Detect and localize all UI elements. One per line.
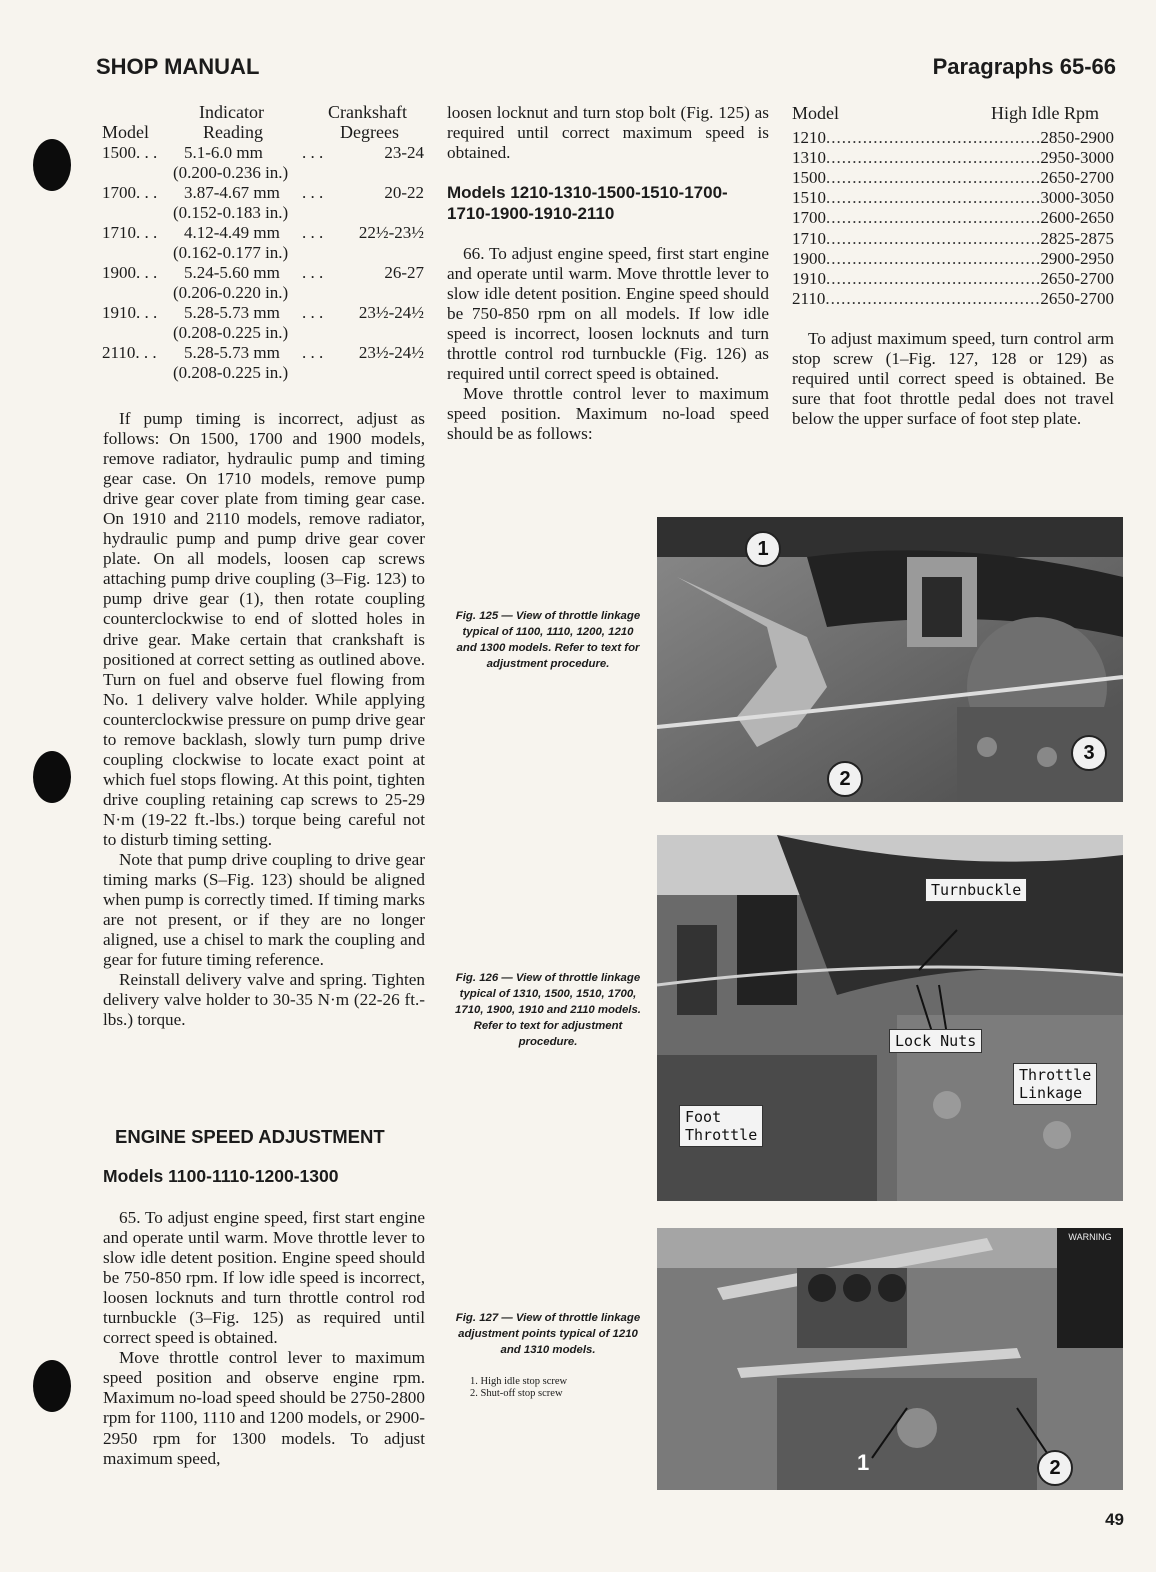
col-header-rpm: High Idle Rpm — [991, 103, 1099, 123]
subsection-heading: Models 1100-1110-1200-1300 — [103, 1166, 339, 1186]
legend-item: 1. High idle stop screw — [470, 1376, 568, 1387]
idle-model: 1710 — [792, 228, 826, 248]
idle-row — [792, 188, 1114, 208]
row-dots: . . . — [302, 143, 324, 162]
row-degrees: 23½-24½ — [358, 343, 424, 362]
idle-rpm: 2850-2900 — [1040, 128, 1114, 147]
label-line: Linkage — [1019, 1084, 1083, 1102]
row-model: 1900. . . — [102, 263, 158, 282]
idle-row — [792, 249, 1114, 269]
idle-row — [792, 269, 1114, 289]
row-reading-in: (0.208-0.225 in.) — [173, 363, 289, 382]
idle-model: 1500 — [792, 168, 826, 188]
idle-row — [792, 128, 1114, 148]
col-header-model: Model — [102, 122, 149, 142]
row-dots: . . . — [302, 343, 324, 362]
paragraph: 66. To adjust engine speed, first start engine and operate until warm. Move throttle lever to slow idle detent position. Engine speed should be 750-850 rpm on all models. If low idle speed is incorrect, loosen locknuts and turn throttle control rod turnbuckle (Fig. 126) as required until correct speed is obtained. — [447, 244, 769, 384]
figure-125-photo — [657, 517, 1123, 802]
row-reading-mm: 5.1-6.0 mm — [184, 143, 263, 162]
callout-2: 2 — [1037, 1450, 1073, 1486]
figure-127-photo — [657, 1228, 1123, 1490]
figure-caption-126: Fig. 126 — View of throttle linkage typical of 1310, 1500, 1510, 1700, 1710, 1900, 1910 and 2110 models. Refer to text for adjustment procedure. — [455, 972, 641, 1048]
legend-item: 2. Shut-off stop screw — [470, 1388, 563, 1399]
paragraph: To adjust maximum speed, turn control arm stop screw (1–Fig. 127, 128 or 129) as required until correct speed is obtained. Be sure that foot throttle pedal does not travel below the upper surface of foot step plate. — [792, 329, 1114, 429]
row-reading-in: (0.206-0.220 in.) — [173, 283, 289, 302]
col-header-indicator-2: Reading — [203, 122, 263, 142]
row-model: 1710. . . — [102, 223, 158, 242]
row-dots: . . . — [302, 183, 324, 202]
leader-dots — [826, 148, 1040, 168]
leader-dots — [825, 289, 1040, 309]
label-throttle-linkage — [1013, 1063, 1097, 1105]
paragraph: loosen locknut and turn stop bolt (Fig. 125) as required until correct maximum speed is obtained. — [447, 103, 769, 163]
row-reading-mm: 5.28-5.73 mm — [184, 303, 280, 322]
label-line: Throttle — [1019, 1066, 1092, 1084]
idle-rpm: 2825-2875 — [1040, 228, 1114, 248]
left-column-text-2 — [103, 1208, 425, 1469]
label-line: Foot — [685, 1108, 722, 1126]
row-reading-in: (0.162-0.177 in.) — [173, 243, 289, 262]
row-reading-in: (0.152-0.183 in.) — [173, 203, 289, 222]
row-reading-mm: 4.12-4.49 mm — [184, 223, 280, 242]
idle-row — [792, 168, 1114, 188]
row-dots: . . . — [302, 303, 324, 322]
row-model: 1700. . . — [102, 183, 158, 202]
row-dots: . . . — [302, 223, 324, 242]
idle-rpm: 2900-2950 — [1040, 248, 1114, 268]
idle-rpm: 2950-3000 — [1040, 148, 1114, 168]
label-foot-throttle — [679, 1105, 763, 1147]
paragraph: If pump timing is incorrect, adjust as follows: On 1500, 1700 and 1900 models, remove radiator, hydraulic pump and timing gear case. On 1710 models, remove pump drive gear cover plate from timing gear case. On 1910 and 2110 models, remove radiator, hydraulic pump and pump drive gear cover plate. On all models, loosen cap screws attaching pump drive coupling (3–Fig. 123) to pump drive gear (1), then rotate coupling counterclockwise to end of slotted holes in drive gear. Make certain that crankshaft is positioned at correct setting as outlined above. Turn on fuel and observe fuel flowing from No. 1 delivery valve holder. While applying counterclockwise pressure on pump drive gear to remove backlash, slowly turn pump drive coupling clockwise to locate exact point at which fuel stops flowing. At this point, tighten drive coupling retaining cap screws to 25-29 N·m (19-22 ft.-lbs.) torque being careful not to disturb timing setting. — [103, 409, 425, 849]
section-heading: ENGINE SPEED ADJUSTMENT — [115, 1126, 385, 1147]
engine-photo-illustration — [657, 517, 1123, 802]
idle-model: 2110 — [792, 288, 826, 308]
running-header-left: SHOP MANUAL — [96, 54, 260, 79]
right-column-text — [792, 329, 1114, 429]
idle-model: 1910 — [792, 268, 826, 288]
idle-rpm: 2650-2700 — [1040, 168, 1114, 188]
idle-row — [792, 289, 1114, 309]
callout-3: 3 — [1071, 735, 1107, 771]
idle-model: 1700 — [792, 208, 826, 228]
col-header-crank-2: Degrees — [340, 122, 399, 142]
leader-dots — [826, 188, 1040, 208]
idle-row — [792, 148, 1114, 168]
idle-row — [792, 229, 1114, 249]
label-line: Throttle — [685, 1126, 758, 1144]
col-header-crank-1: Crankshaft — [328, 102, 407, 122]
figure-caption-127: Fig. 127 — View of throttle linkage adjustment points typical of 1210 and 1310 models. — [455, 1312, 641, 1356]
leader-dots — [826, 168, 1040, 188]
idle-model: 1210 — [792, 128, 826, 147]
subsection-heading: Models 1210-1310-1500-1510-1700-1710-1900-1910-2110 — [447, 183, 728, 223]
idle-model: 1510 — [792, 188, 826, 208]
row-dots: . . . — [302, 263, 324, 282]
paragraph: Reinstall delivery valve and spring. Tighten delivery valve holder to 30-35 N·m (22-26 ft.-lbs.) torque. — [103, 970, 425, 1030]
warning-decal: WARNING — [1068, 1232, 1112, 1242]
idle-rpm: 2650-2700 — [1040, 288, 1114, 308]
idle-rpm: 2600-2650 — [1040, 208, 1114, 228]
paragraph: Move throttle control lever to maximum speed position. Maximum no-load speed should be as follows: — [447, 384, 769, 444]
row-model: 1910. . . — [102, 303, 158, 322]
label-turnbuckle: Turnbuckle — [925, 878, 1027, 902]
row-reading-in: (0.208-0.225 in.) — [173, 323, 289, 342]
paragraph: 65. To adjust engine speed, first start engine and operate until warm. Move throttle lever to slow idle detent position. Engine speed should be 750-850 rpm. If low idle speed is incorrect, loosen locknuts and turn throttle control rod turnbuckle (3–Fig. 125) as required until correct speed is obtained. — [103, 1208, 425, 1348]
paragraph: Move throttle control lever to maximum speed position and observe engine rpm. Maximum no-load speed should be 2750-2800 rpm for 1100, 1110 and 1200 models, or 2900-2950 rpm for 1300 models. To adjust maximum speed, — [103, 1348, 425, 1468]
row-degrees: 23-24 — [384, 143, 424, 162]
callout-1: 1 — [857, 1450, 870, 1475]
figure-caption-125: Fig. 125 — View of throttle linkage typical of 1100, 1110, 1200, 1210 and 1300 models. Refer to text for adjustment procedure. — [455, 610, 641, 670]
leader-dots — [826, 269, 1040, 289]
row-degrees: 20-22 — [384, 183, 424, 202]
row-model: 2110. . . — [102, 343, 157, 362]
row-degrees: 22½-23½ — [358, 223, 424, 242]
row-reading-mm: 5.28-5.73 mm — [184, 343, 280, 362]
leader-dots — [826, 229, 1040, 249]
paragraph: Note that pump drive coupling to drive gear timing marks (S–Fig. 123) should be aligned when pump is correctly timed. If timing marks are not present, or if they are no longer aligned, use a chisel to mark the coupling and gear for future timing reference. — [103, 850, 425, 970]
punch-hole — [33, 1360, 71, 1412]
callout-1: 1 — [745, 531, 781, 567]
idle-row — [792, 208, 1114, 228]
col-header-model: Model — [792, 103, 839, 123]
leader-dots — [826, 249, 1040, 269]
page-number: 49 — [1105, 1510, 1124, 1529]
col-header-indicator-1: Indicator — [199, 102, 264, 122]
figure-126-photo — [657, 835, 1123, 1201]
row-reading-in: (0.200-0.236 in.) — [173, 163, 289, 182]
row-reading-mm: 5.24-5.60 mm — [184, 263, 280, 282]
row-degrees: 23½-24½ — [358, 303, 424, 322]
row-model: 1500. . . — [102, 143, 158, 162]
mid-column-text — [447, 103, 769, 163]
mid-column-text-2 — [447, 244, 769, 444]
figure-127-legend — [470, 1376, 630, 1400]
idle-rpm: 2650-2700 — [1040, 268, 1114, 288]
punch-hole — [33, 751, 71, 803]
leader-dots — [826, 128, 1040, 148]
leader-dots — [826, 208, 1040, 228]
label-lock-nuts: Lock Nuts — [889, 1029, 982, 1053]
callout-2: 2 — [827, 761, 863, 797]
punch-hole — [33, 139, 71, 191]
row-degrees: 26-27 — [384, 263, 424, 282]
left-column-text — [103, 409, 425, 1030]
idle-model: 1900 — [792, 248, 826, 268]
idle-rpm: 3000-3050 — [1040, 188, 1114, 208]
idle-model: 1310 — [792, 148, 826, 168]
row-reading-mm: 3.87-4.67 mm — [184, 183, 280, 202]
running-header-right: Paragraphs 65-66 — [932, 54, 1116, 79]
